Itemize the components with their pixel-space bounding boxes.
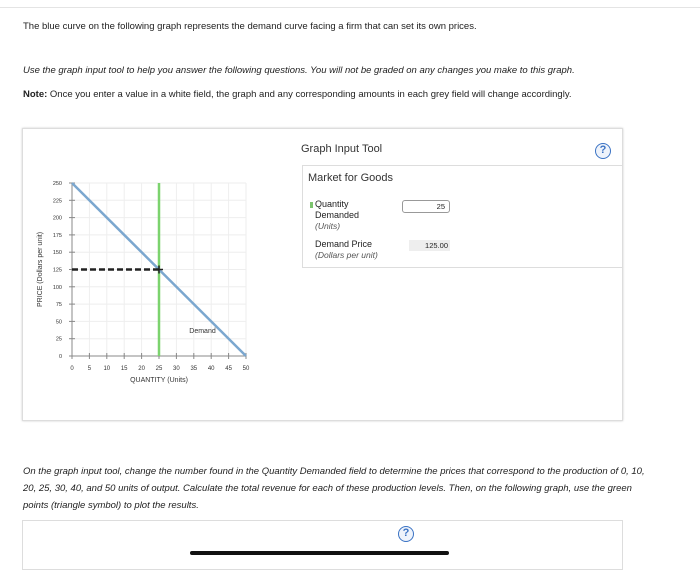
y-tick-label: 75 bbox=[55, 302, 62, 309]
x-tick-label: 35 bbox=[190, 366, 198, 372]
price-label-text: Demand Price bbox=[315, 239, 373, 249]
x-tick-label: 5 bbox=[87, 366, 92, 372]
quantity-label-line2: Demanded bbox=[315, 210, 360, 220]
price-units: (Dollars per unit) bbox=[315, 250, 378, 260]
quantity-demanded-input[interactable]: 25 bbox=[402, 200, 450, 213]
y-tick-label: 100 bbox=[52, 284, 62, 291]
quantity-label-line1: Quantity bbox=[315, 199, 349, 209]
x-tick-label: 25 bbox=[155, 366, 163, 372]
instructions-text: Use the graph input tool to help you answer the following questions. You will not be graded on any changes you make to this graph. bbox=[23, 65, 575, 76]
price-label bbox=[315, 239, 378, 261]
help-icon-2[interactable]: ? bbox=[398, 526, 414, 542]
note-body: Once you enter a value in a white field, the graph and any corresponding amounts in each grey field will change accordingly. bbox=[47, 89, 572, 100]
question-text: On the graph input tool, change the number found in the Quantity Demanded field to determine the prices that correspond to the production of 0, 10, 20, 25, 30, 40, and 50 units of output. Calculate the total revenue for each of these production levels. Then, on the following graph, use the green points (triangle symbol) to plot the results. bbox=[23, 466, 645, 511]
y-tick-label: 50 bbox=[55, 319, 62, 326]
y-tick-label: 0 bbox=[58, 354, 62, 360]
help-icon[interactable]: ? bbox=[595, 143, 611, 159]
y-tick-label: 250 bbox=[52, 181, 62, 187]
quantity-color-marker bbox=[310, 202, 313, 208]
note-label: Note: bbox=[23, 89, 48, 100]
y-axis-label: PRICE (Dollars per unit) bbox=[37, 231, 44, 308]
intro-text: The blue curve on the following graph represents the demand curve facing a firm that can set its own prices. bbox=[23, 21, 477, 32]
demand-label: Demand bbox=[189, 328, 216, 336]
y-tick-label: 125 bbox=[52, 267, 62, 274]
x-tick-label: 40 bbox=[207, 366, 215, 372]
y-tick-label: 175 bbox=[52, 232, 62, 239]
quantity-units: (Units) bbox=[315, 221, 341, 231]
x-tick-label: 30 bbox=[173, 366, 180, 372]
y-tick-label: 200 bbox=[52, 215, 62, 222]
x-axis-label: QUANTITY (Units) bbox=[130, 377, 188, 384]
x-tick-label: 50 bbox=[242, 366, 250, 372]
horizontal-scrollbar[interactable] bbox=[190, 551, 449, 555]
quantity-label bbox=[315, 199, 359, 232]
x-tick-label: 45 bbox=[225, 366, 232, 372]
x-tick-label: 20 bbox=[138, 366, 145, 372]
y-tick-label: 225 bbox=[52, 198, 62, 205]
x-tick-label: 15 bbox=[120, 366, 128, 372]
y-tick-label: 150 bbox=[52, 250, 62, 257]
market-title: Market for Goods bbox=[308, 172, 393, 184]
graph-input-tool-title: Graph Input Tool bbox=[301, 143, 383, 155]
y-tick-label: 25 bbox=[55, 336, 62, 343]
demand-price-field: 125.00 bbox=[409, 240, 450, 251]
demand-chart[interactable] bbox=[0, 0, 300, 420]
x-tick-label: 10 bbox=[103, 366, 111, 372]
x-tick-label: 0 bbox=[70, 366, 74, 372]
